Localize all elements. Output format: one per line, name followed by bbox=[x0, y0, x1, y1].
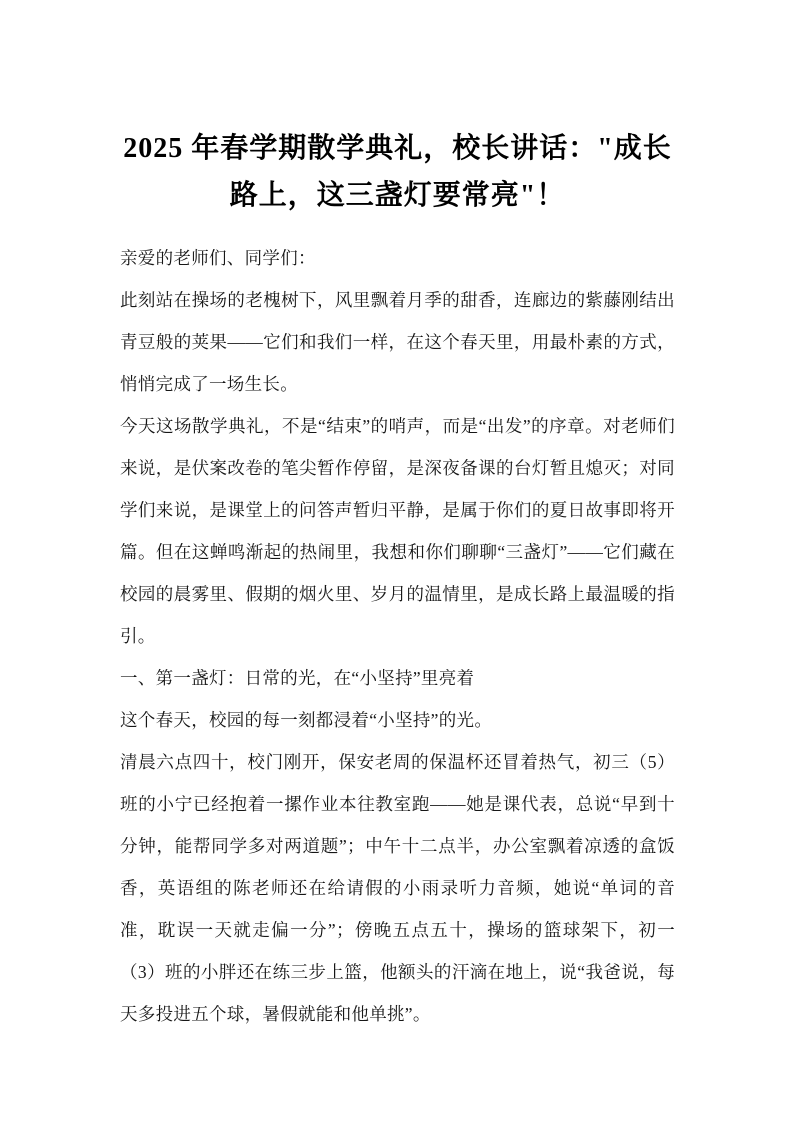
salutation-paragraph: 亲爱的老师们、同学们： bbox=[120, 248, 316, 268]
title-line-2: 路上，这三盏灯要常亮"！ bbox=[229, 180, 566, 211]
title-line-1: 2025 年春学期散学典礼，校长讲话："成长 bbox=[123, 133, 672, 164]
document-body bbox=[120, 237, 675, 1035]
document-title bbox=[120, 125, 675, 219]
section-paragraph-2: 清晨六点四十，校门刚开，保安老周的保温杯还冒着热气，初三（5）班的小宁已经抱着一摞作业本往教室跑——她是课代表，总说“早到十分钟，能帮同学多对两道题”；中午十二点半，办公室飘着凉透的盒饭香，英语组的陈老师还在给请假的小雨录听力音频，她说“单词的音准，耽误一天就走偏一分”；傍晚五点五十，操场的篮球架下，初一（3）班的小胖还在练三步上篮，他额头的汗滴在地上，说“我爸说，每天多投进五个球，暑假就能和他单挑”。 bbox=[120, 752, 675, 1024]
intro-paragraph-1: 此刻站在操场的老槐树下，风里飘着月季的甜香，连廊边的紫藤刚结出青豆般的荚果——它们和我们一样，在这个春天里，用最朴素的方式，悄悄完成了一场生长。 bbox=[120, 290, 675, 394]
intro-paragraph-2: 今天这场散学典礼，不是“结束”的哨声，而是“出发”的序章。对老师们来说，是伏案改卷的笔尖暂作停留，是深夜备课的台灯暂且熄灭；对同学们来说，是课堂上的问答声暂归平静，是属于你们的夏日故事即将开篇。但在这蝉鸣渐起的热闹里，我想和你们聊聊“三盏灯”——它们藏在校园的晨雾里、假期的烟火里、岁月的温情里，是成长路上最温暖的指引。 bbox=[120, 416, 675, 646]
section-paragraph-1: 这个春天，校园的每一刻都浸着“小坚持”的光。 bbox=[120, 710, 493, 730]
section-heading-1: 一、第一盏灯：日常的光，在“小坚持”里亮着 bbox=[120, 668, 475, 688]
document-content bbox=[120, 0, 675, 1035]
